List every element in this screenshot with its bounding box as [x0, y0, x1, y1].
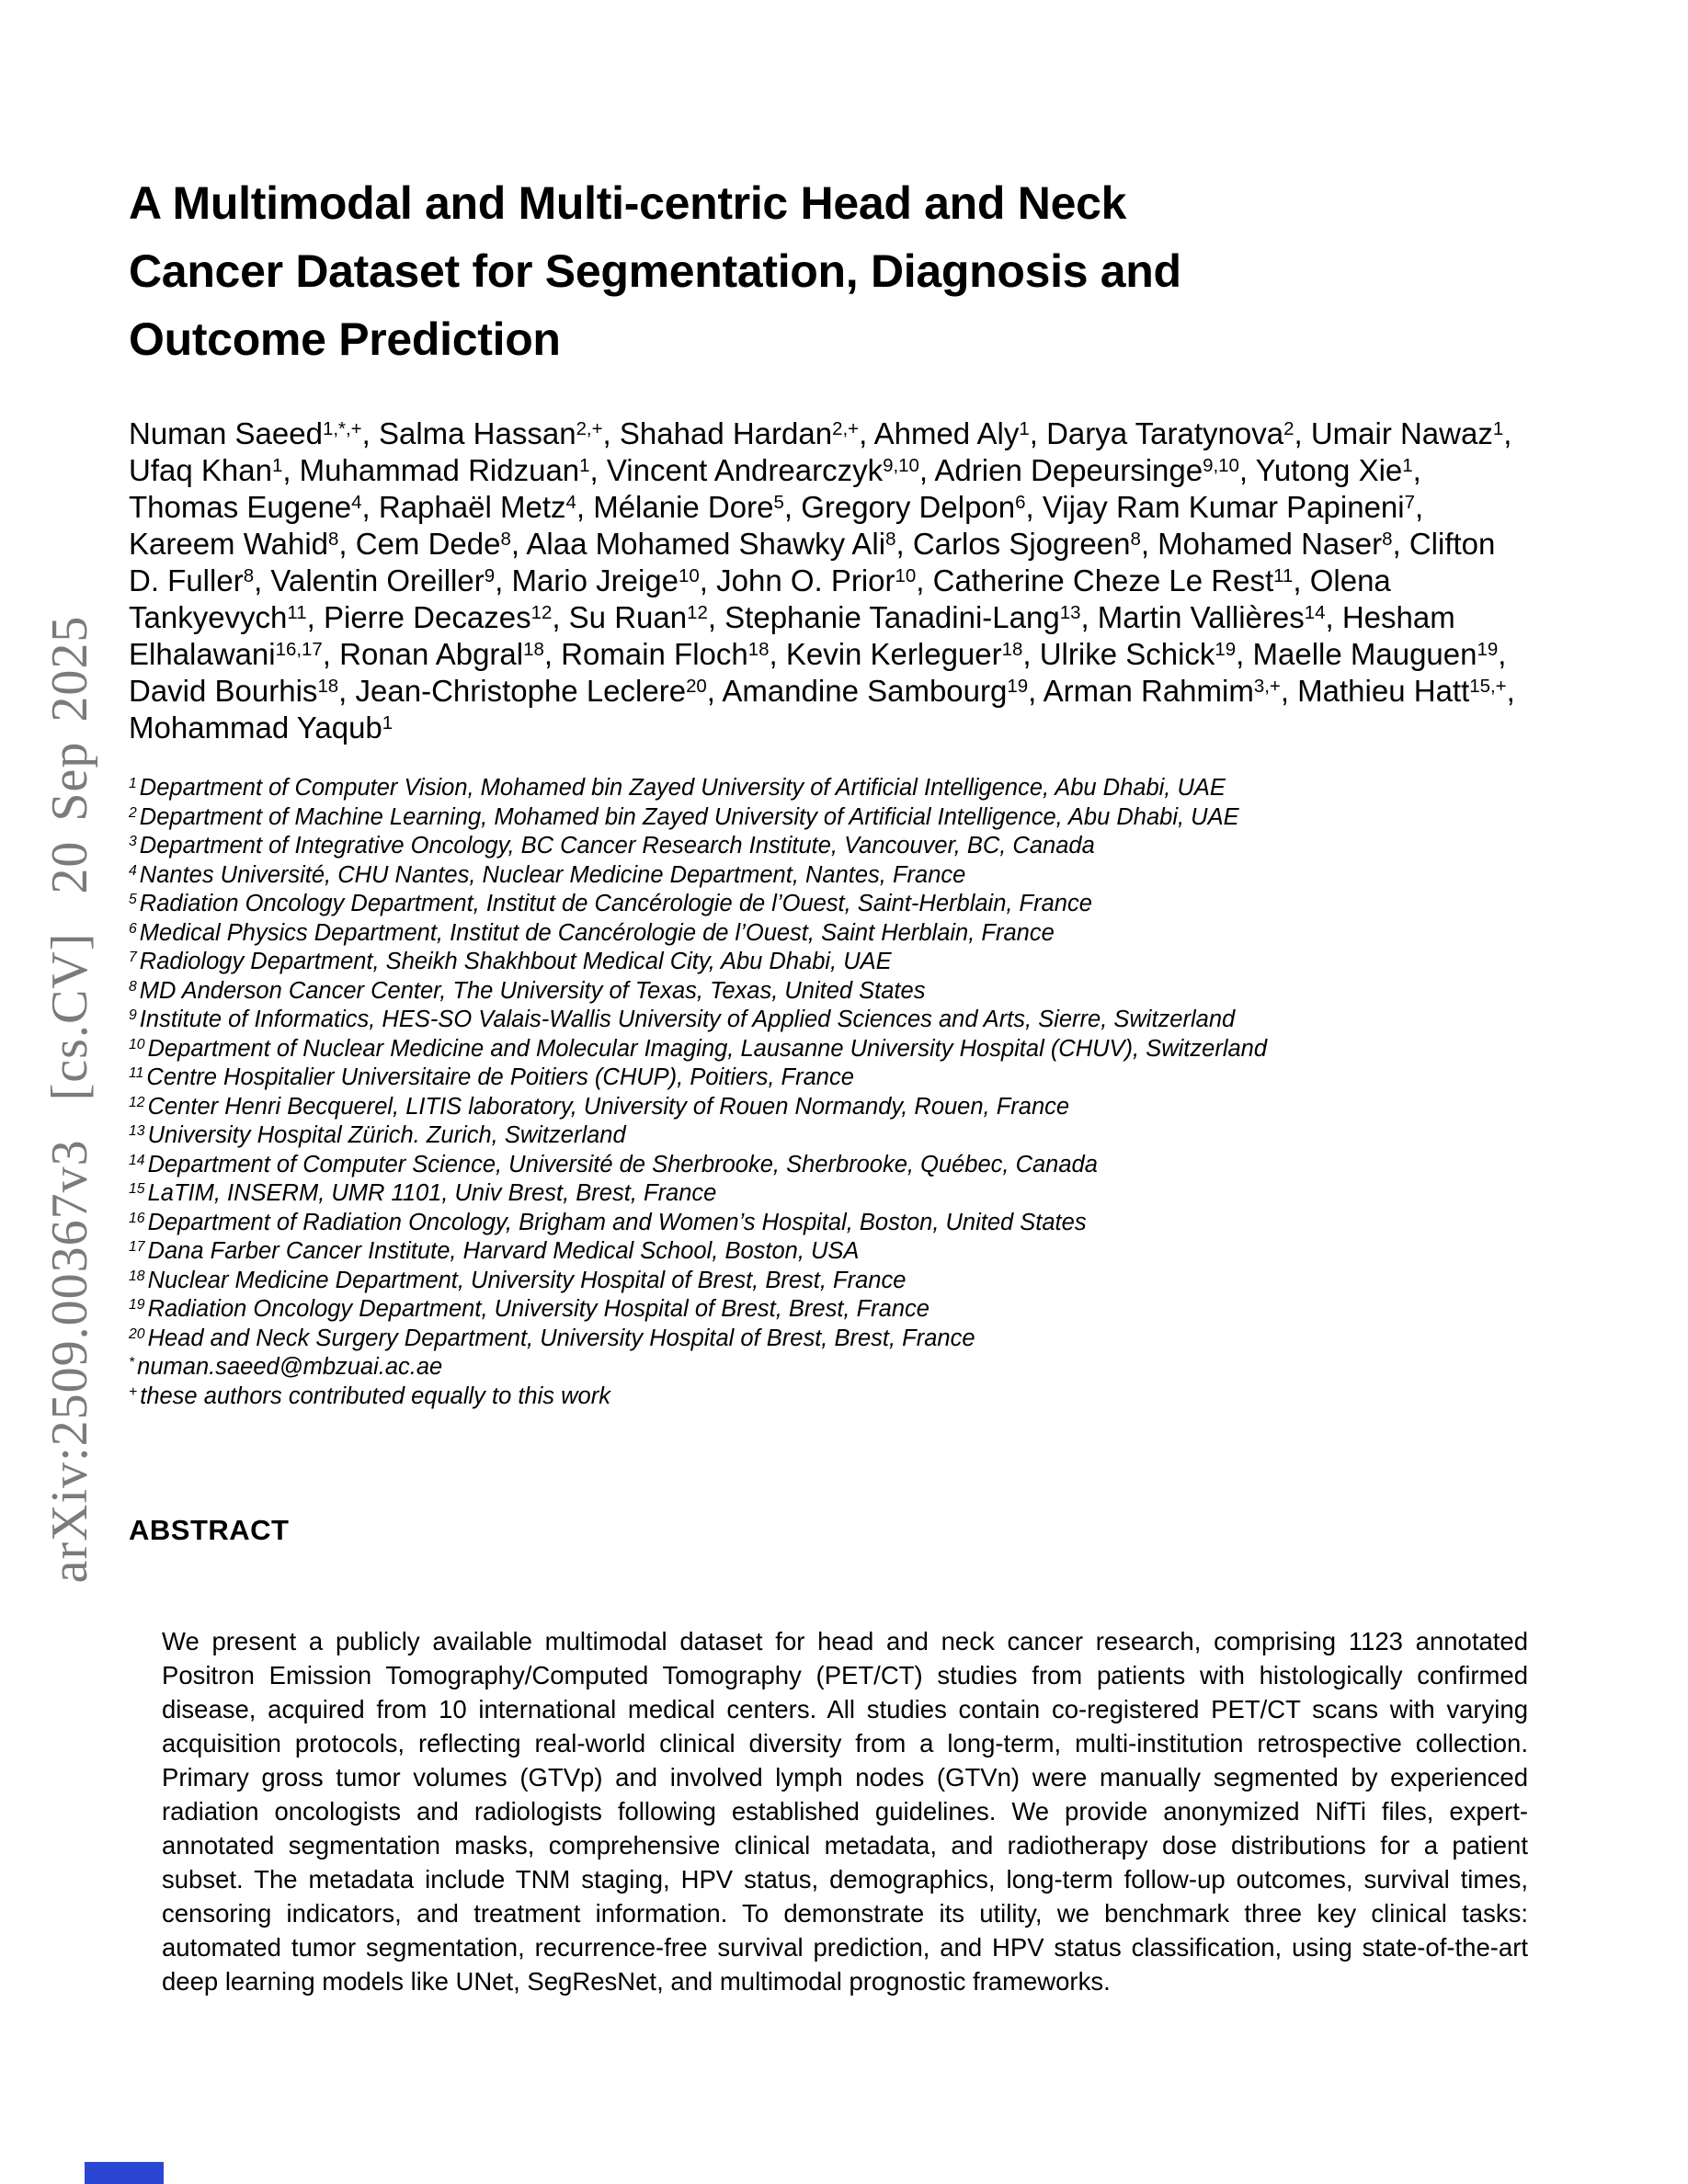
affiliation-line: $^6$ Medical Physics Department, Institut de Cancérologie de l’Ouest, Saint Herblain, France	[129, 919, 1055, 946]
affiliation-line: $^{14}$ Department of Computer Science, Université de Sherbrooke, Sherbrooke, Québec, Canada	[129, 1151, 1098, 1177]
affiliation-line: $^{16}$ Department of Radiation Oncology, Brigham and Women’s Hospital, Boston, United States	[129, 1209, 1087, 1235]
affiliation-line: $^{20}$ Head and Neck Surgery Department, University Hospital of Brest, Brest, France	[129, 1325, 975, 1351]
affiliation-line: $^{17}$ Dana Farber Cancer Institute, Harvard Medical School, Boston, USA	[129, 1238, 860, 1264]
author-name: Yutong Xie$^1$	[1255, 453, 1413, 487]
author-name: Muhammad Ridzuan$^1$	[299, 453, 590, 487]
author-name: Cem Dede$^8$	[355, 527, 511, 561]
author-name: Romain Floch$^{18}$	[561, 637, 770, 671]
affiliation-line: $^9$ Institute of Informatics, HES-SO Valais-Wallis University of Applied Sciences and Arts, Sierre, Switzerland	[129, 1007, 1236, 1032]
author-name: Salma Hassan$^{2,+}$	[378, 416, 603, 450]
author-name: Valentin Oreiller$^9$	[270, 563, 496, 597]
affiliation-line: $^5$ Radiation Oncology Department, Institut de Cancérologie de l’Ouest, Saint-Herblain, France	[129, 891, 1092, 916]
author-name: David Bourhis$^{18}$	[129, 674, 339, 708]
paper-content	[129, 0, 1528, 1998]
author-name: Mathieu Hatt$^{15,+}$	[1297, 674, 1507, 708]
paper-title-line: Cancer Dataset for Segmentation, Diagnosis and	[129, 245, 1181, 297]
author-name: Martin Vallières$^{14}$	[1097, 600, 1326, 634]
author-name: Alaa Mohamed Shawky Ali$^8$	[526, 527, 896, 561]
page-bottom-link-artifact	[85, 2162, 164, 2184]
author-name: Olena Tankyevych$^{11}$	[129, 563, 1391, 634]
paper-title-line: A Multimodal and Multi-centric Head and Neck	[129, 177, 1127, 229]
author-name: Thomas Eugene$^4$	[129, 490, 362, 524]
author-name: Vincent Andrearczyk$^{9,10}$	[606, 453, 919, 487]
paper-title-line: Outcome Prediction	[129, 313, 561, 365]
affiliation-line: $^{15}$ LaTIM, INSERM, UMR 1101, Univ Brest, Brest, France	[129, 1180, 717, 1206]
author-name: Raphaël Metz$^4$	[378, 490, 576, 524]
affiliation-line: $^{10}$ Department of Nuclear Medicine and Molecular Imaging, Lausanne University Hospital (CHUV), Switzerland	[129, 1035, 1268, 1062]
author-name: Ufaq Khan$^1$	[129, 453, 283, 487]
author-name: Amandine Sambourg$^{19}$	[722, 674, 1029, 708]
author-list: Numan Saeed$^{1,*,+}$, Salma Hassan$^{2,+}$, Shahad Hardan$^{2,+}$, Ahmed Aly$^1$, Darya Taratynova$^2$, Umair Nawaz$^1$, Ufaq Khan$^1$, Muhammad Ridzuan$^1$, Vincent Andrearczyk$^{9,10}$, Adrien Depeursinge$^{9,10}$, Yutong Xie$^1$, Thomas Eugene$^4$, Raphaël Metz$^4$, Mélanie Dore$^5$, Gregory Delpon$^6$, Vijay Ram Kumar Papineni$^7$, Kareem Wahid$^8$, Cem Dede$^8$, Alaa Mohamed Shawky Ali$^8$, Carlos Sjogreen$^8$, Mohamed Naser$^8$, Clifton D. Fuller$^8$, Valentin Oreiller$^9$, Mario Jreige$^{10}$, John O. Prior$^{10}$, Catherine Cheze Le Rest$^{11}$, Olena Tankyevych$^{11}$, Pierre Decazes$^{12}$, Su Ruan$^{12}$, Stephanie Tanadini-Lang$^{13}$, Martin Vallières$^{14}$, Hesham Elhalawani$^{16,17}$, Ronan Abgral$^{18}$, Romain Floch$^{18}$, Kevin Kerleguer$^{18}$, Ulrike Schick$^{19}$, Maelle Mauguen$^{19}$, David Bourhis$^{18}$, Jean-Christophe Leclere$^{20}$, Amandine Sambourg$^{19}$, Arman Rahmim$^{3,+}$, Mathieu Hatt$^{15,+}$, Mohammad Yaqub$^1$	[129, 416, 1515, 745]
affiliation-line: $^8$ MD Anderson Cancer Center, The University of Texas, Texas, United States	[129, 977, 926, 1004]
author-name: Clifton D. Fuller$^8$	[129, 527, 1496, 597]
author-name: Adrien Depeursinge$^{9,10}$	[934, 453, 1239, 487]
paper-title	[129, 169, 1528, 373]
author-name: Shahad Hardan$^{2,+}$	[619, 416, 860, 450]
author-name: Maelle Mauguen$^{19}$	[1252, 637, 1499, 671]
author-name: Ronan Abgral$^{18}$	[339, 637, 544, 671]
author-name: Ulrike Schick$^{19}$	[1039, 637, 1237, 671]
affiliation-line: $^{12}$ Center Henri Becquerel, LITIS laboratory, University of Rouen Normandy, Rouen, France	[129, 1093, 1070, 1120]
author-name: Mélanie Dore$^5$	[593, 490, 784, 524]
author-name: Kareem Wahid$^8$	[129, 527, 339, 561]
author-name: Gregory Delpon$^6$	[801, 490, 1026, 524]
author-name: Umair Nawaz$^1$	[1310, 416, 1504, 450]
affiliation-line: $^{18}$ Nuclear Medicine Department, University Hospital of Brest, Brest, France	[129, 1267, 907, 1293]
affiliation-line: $^2$ Department of Machine Learning, Mohamed bin Zayed University of Artificial Intelligence, Abu Dhabi, UAE	[129, 803, 1239, 830]
affiliation-line: $^{13}$ University Hospital Zürich. Zurich, Switzerland	[129, 1122, 626, 1148]
affiliation-line: $^{11}$ Centre Hospitalier Universitaire de Poitiers (CHUP), Poitiers, France	[129, 1064, 854, 1090]
author-name: Mario Jreige$^{10}$	[511, 563, 700, 597]
affiliation-line: $^4$ Nantes Université, CHU Nantes, Nuclear Medicine Department, Nantes, France	[129, 861, 966, 888]
author-name: Jean-Christophe Leclere$^{20}$	[355, 674, 707, 708]
author-name: Kevin Kerleguer$^{18}$	[785, 637, 1023, 671]
abstract-text: We present a publicly available multimodal dataset for head and neck cancer research, comprising 1123 annotated Positron Emission Tomography/Computed Tomography (PET/CT) studies from patients with histologically confirmed disease, acquired from 10 international medical centers. All studies contain co-registered PET/CT scans with varying acquisition protocols, reflecting real-world clinical diversity from a long-term, multi-institution retrospective collection. Primary gross tumor volumes (GTVp) and involved lymph nodes (GTVn) were manually segmented by experienced radiation oncologists and radiologists following established guidelines. We provide anonymized NifTi files, expert-annotated segmentation masks, comprehensive clinical metadata, and radiotherapy dose distributions for a patient subset. The metadata include TNM staging, HPV status, demographics, long-term follow-up outcomes, survival times, censoring indicators, and treatment information. To demonstrate its utility, we benchmark three key clinical tasks: automated tumor segmentation, recurrence-free survival prediction, and HPV status classification, using state-of-the-art deep learning models like UNet, SegResNet, and multimodal prognostic frameworks.	[162, 1627, 1528, 1996]
footnote-line: + these authors contributed equally to this work	[129, 1382, 610, 1409]
author-name: Mohammad Yaqub$^1$	[129, 711, 393, 745]
author-name: Hesham Elhalawani$^{16,17}$	[129, 600, 1455, 671]
footnote-line: * numan.saeed@mbzuai.ac.ae	[129, 1354, 443, 1380]
author-name: Vijay Ram Kumar Papineni$^7$	[1042, 490, 1415, 524]
author-name: John O. Prior$^{10}$	[716, 563, 917, 597]
author-name: Ahmed Aly$^1$	[873, 416, 1030, 450]
author-name: Darya Taratynova$^2$	[1046, 416, 1295, 450]
affiliation-line: $^3$ Department of Integrative Oncology, BC Cancer Research Institute, Vancouver, BC, Canada	[129, 833, 1095, 859]
affiliation-list	[129, 774, 1528, 1411]
author-name: Arman Rahmim$^{3,+}$	[1043, 674, 1281, 708]
author-name: Su Ruan$^{12}$	[568, 600, 708, 634]
abstract-heading: ABSTRACT	[129, 1514, 290, 1546]
author-name: Numan Saeed$^{1,*,+}$	[129, 416, 362, 450]
affiliation-line: $^1$ Department of Computer Vision, Mohamed bin Zayed University of Artificial Intelligence, Abu Dhabi, UAE	[129, 775, 1226, 801]
arxiv-watermark: arXiv:2509.00367v3 [cs.CV] 20 Sep 2025	[41, 615, 98, 1584]
affiliation-line: $^{19}$ Radiation Oncology Department, University Hospital of Brest, Brest, France	[129, 1296, 930, 1322]
affiliation-line: $^7$ Radiology Department, Sheikh Shakhbout Medical City, Abu Dhabi, UAE	[129, 949, 892, 974]
author-name: Carlos Sjogreen$^8$	[912, 527, 1141, 561]
author-name: Catherine Cheze Le Rest$^{11}$	[932, 563, 1294, 597]
author-name: Pierre Decazes$^{12}$	[323, 600, 553, 634]
author-name: Stephanie Tanadini-Lang$^{13}$	[724, 600, 1081, 634]
author-name: Mohamed Naser$^8$	[1158, 527, 1393, 561]
